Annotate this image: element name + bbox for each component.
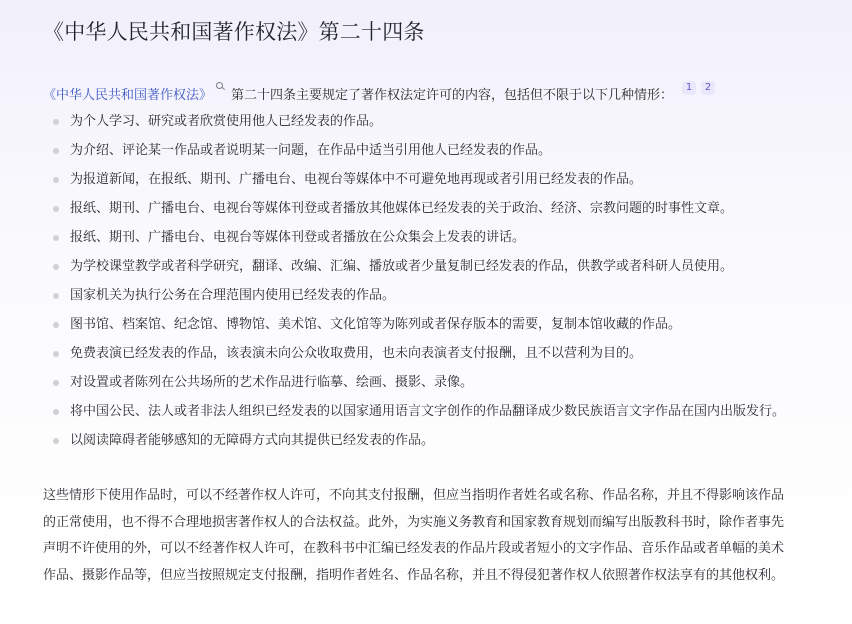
list-item [0,252,786,281]
list-item-text: 将中国公民、法人或者非法人组织已经发表的以国家通用语言文字创作的作品翻译成少数民族语言文字作品在国内出版发行。 [70,404,786,419]
bullet-icon [53,380,59,386]
bullet-icon [53,177,59,183]
bullet-icon [53,438,59,444]
bullet-icon [53,264,59,270]
list-item [0,310,786,339]
list-item-text: 为报道新闻，在报纸、期刊、广播电台、电视台等媒体中不可避免地再现或者引用已经发表的作品。 [70,172,643,187]
list-item [0,339,786,368]
law-link[interactable]: 《中华人民共和国著作权法》 [43,88,213,103]
list-item [0,165,786,194]
list-item [0,194,786,223]
bullet-icon [53,351,59,357]
bullet-icon [53,119,59,125]
list-item-text: 国家机关为执行公务在合理范围内使用已经发表的作品。 [70,288,396,303]
list-item-text: 报纸、期刊、广播电台、电视台等媒体刊登或者播放其他媒体已经发表的关于政治、经济、宗教问题的时事性文章。 [70,201,734,216]
list-item-text: 为介绍、评论某一作品或者说明某一问题，在作品中适当引用他人已经发表的作品。 [70,143,552,158]
list-item [0,281,786,310]
citation-badge-1[interactable]: 1 [682,81,696,95]
bullet-icon [53,293,59,299]
list-item-text: 为学校课堂教学或者科学研究，翻译、改编、汇编、播放或者少量复制已经发表的作品，供教学或者科研人员使用。 [70,259,734,274]
list-item [0,426,786,455]
bullet-icon [53,235,59,241]
list-item [0,223,786,252]
list-item [0,397,786,426]
list-item-text: 为个人学习、研究或者欣赏使用他人已经发表的作品。 [70,114,383,129]
page-title: 《中华人民共和国著作权法》第二十四条 [43,20,425,44]
list-item-text: 图书馆、档案馆、纪念馆、博物馆、美术馆、文化馆等为陈列或者保存版本的需要，复制本馆收藏的作品。 [70,317,682,332]
search-icon[interactable] [215,82,225,92]
list-item [0,107,786,136]
summary-paragraph: 这些情形下使用作品时，可以不经著作权人许可，不向其支付报酬，但应当指明作者姓名或名称、作品名称，并且不得影响该作品的正常使用，也不得不合理地损害著作权人的合法权益。此外，为实施义务教育和国家教育规划而编写出版教科书时，除作者事先声明不许使用的外，可以不经著作权人许可，在教科书中汇编已经发表的作品片段或者短小的文字作品、音乐作品或者单幅的美术作品、摄影作品等，但应当按照规定支付报酬，指明作者姓名、作品名称，并且不得侵犯著作权人依照著作权法享有的其他权利。 [43,488,785,583]
list-item-text: 免费表演已经发表的作品，该表演未向公众收取费用，也未向表演者支付报酬，且不以营利为目的。 [70,346,643,361]
bullet-icon [53,322,59,328]
list-item [0,136,786,165]
bullet-icon [53,206,59,212]
list-item-text: 对设置或者陈列在公共场所的艺术作品进行临摹、绘画、摄影、录像。 [70,375,474,390]
bullet-icon [53,409,59,415]
bullet-icon [53,148,59,154]
situations-list [0,107,786,455]
list-item-text: 以阅读障碍者能够感知的无障碍方式向其提供已经发表的作品。 [70,433,435,448]
citation-badge-2[interactable]: 2 [701,81,715,95]
intro-text: 第二十四条主要规定了著作权法定许可的内容，包括但不限于以下几种情形： [231,88,674,103]
list-item [0,368,786,397]
list-item-text: 报纸、期刊、广播电台、电视台等媒体刊登或者播放在公众集会上发表的讲话。 [70,230,526,245]
intro-paragraph [43,81,823,107]
